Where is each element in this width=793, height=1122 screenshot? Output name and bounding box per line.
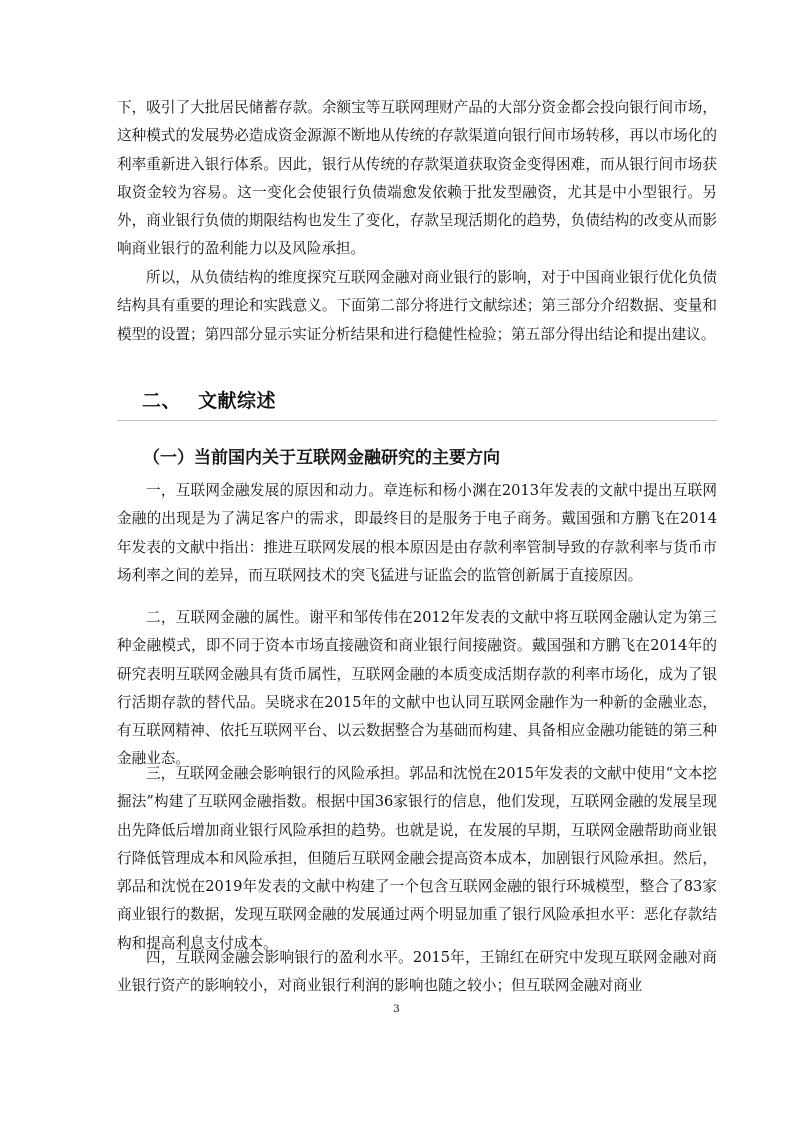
section-divider [117,420,717,421]
paragraph-continuation: 下，吸引了大批居民储蓄存款。余额宝等互联网理财产品的大部分资金都会投向银行间市场，这种模式的发展势必造成资金源源不断地从传统的存款渠道向银行间市场转移，再以市场化的利率重新进入银行体系。因此，银行从传统的存款渠道获取资金变得困难，而从银行间市场获取资金较为容易。这一变化会使银行负债端愈发依赖于批发型融资，尤其是中小型银行。另外，商业银行负债的期限结构也发生了变化，存款呈现活期化的趋势，负债结构的改变从而影响商业银行的盈利能力以及风险承担。 [117,99,717,258]
paragraph-point-3: 三，互联网金融会影响银行的风险承担。郭品和沈悦在2015年发表的文献中使用“文本挖掘法”构建了互联网金融指数。根据中国36家银行的信息，他们发现，互联网金融的发展呈现出先降低后增加商业银行风险承担的趋势。也就是说，在发展的早期，互联网金融帮助商业银行降低管理成本和风险承担，但随后互联网金融会提高资本成本，加剧银行风险承担。然后，郭品和沈悦在2019年发表的文献中构建了一个包含互联网金融的银行环城模型，整合了83家商业银行的数据，发现互联网金融的发展通过两个明显加重了银行风险承担水平：恶化存款结构和提高利息支付成本。 [117,765,717,952]
paragraph-summary: 所以，从负债结构的维度探究互联网金融对商业银行的影响，对于中国商业银行优化负债结构具有重要的理论和实践意义。下面第二部分将进行文献综述；第三部分介绍数据、变量和模型的设置；第四部分显示实证分析结果和进行稳健性检验；第五部分得出结论和提出建议。 [117,269,717,343]
page-number: 3 [393,1003,400,1015]
section-number: 二、 [142,390,182,412]
section-heading [142,386,276,413]
paragraph-point-2: 二，互联网金融的属性。谢平和邹传伟在2012年发表的文献中将互联网金融认定为第三种金融模式，即不同于资本市场直接融资和商业银行间接融资。戴国强和方鹏飞在2014年的研究表明互联网金融具有货币属性，互联网金融的本质变成活期存款的利率市场化，成为了银行活期存款的替代品。吴晓求在2015年的文献中也认同互联网金融作为一种新的金融业态，有互联网精神、依托互联网平台、以云数据整合为基础而构建、具备相应金融功能链的第三种金融业态。 [117,609,717,768]
paragraph-point-4: 四，互联网金融会影响银行的盈利水平。2015年，王锦红在研究中发现互联网金融对商业银行资产的影响较小，对商业银行利润的影响也随之较小；但互联网金融对商业 [117,949,717,995]
section-title-text: 文献综述 [198,390,277,412]
subsection-heading: （一）当前国内关于互联网金融研究的主要方向 [143,448,500,468]
paragraph-point-1: 一，互联网金融发展的原因和动力。章连标和杨小渊在2013年发表的文献中提出互联网金融的出现是为了满足客户的需求，即最终目的是服务于电子商务。戴国强和方鹏飞在2014年发表的文献中指出：推进互联网发展的根本原因是由存款利率管制导致的存款利率与货币市场利率之间的差异，而互联网技术的突飞猛进与证监会的监管创新属于直接原因。 [117,482,717,584]
